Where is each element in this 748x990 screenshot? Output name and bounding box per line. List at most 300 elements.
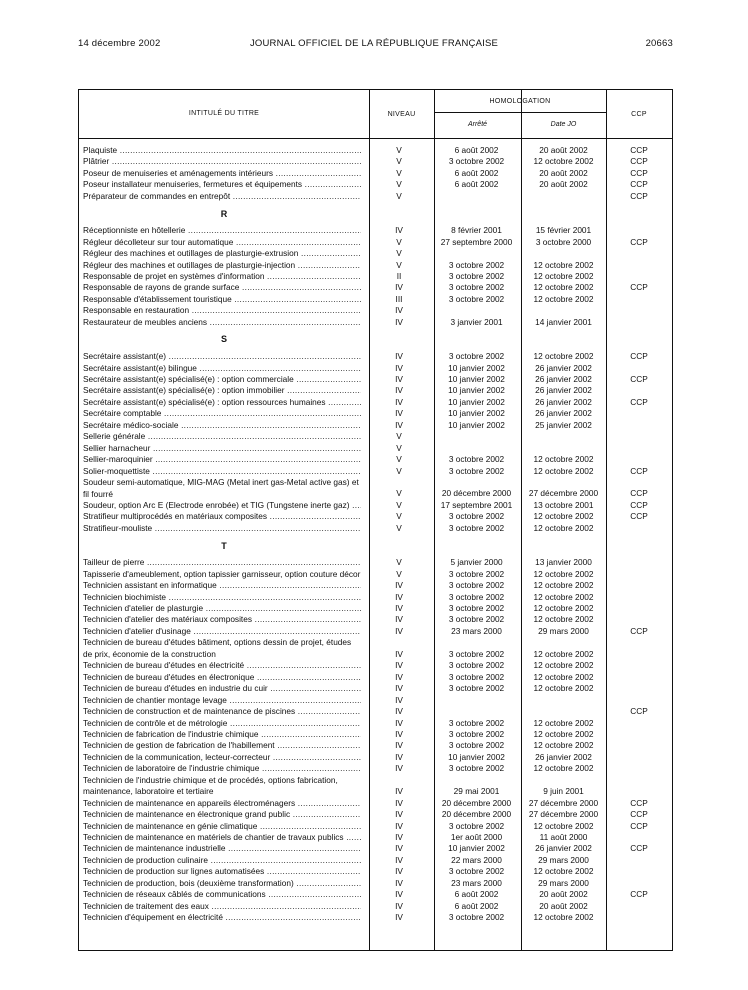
row-date-jo: 12 octobre 2002 xyxy=(533,568,594,579)
row-ccp: CCP xyxy=(630,179,648,190)
row-ccp: CCP xyxy=(630,156,648,167)
row-date-jo: 20 août 2002 xyxy=(539,145,588,155)
col-header-intitule: INTITULÉ DU TITRE xyxy=(188,110,260,117)
table-row xyxy=(79,385,672,396)
row-arrete: 10 janvier 2002 xyxy=(448,374,505,384)
row-niveau: V xyxy=(396,190,402,201)
table-row xyxy=(79,397,672,408)
table-row xyxy=(79,305,672,316)
row-arrete: 3 octobre 2002 xyxy=(448,740,505,751)
row-ccp: CCP xyxy=(630,396,648,407)
row-date-jo: 12 octobre 2002 xyxy=(533,866,594,877)
row-niveau: V xyxy=(396,522,402,533)
row-niveau: IV xyxy=(395,671,403,682)
row-ccp: CCP xyxy=(630,190,648,201)
row-niveau: IV xyxy=(395,809,403,820)
row-title: Technicien de maintenance en appareils électroménagers ..... xyxy=(83,798,361,809)
row-date-jo: 26 janvier 2002 xyxy=(535,385,592,396)
row-niveau: V xyxy=(396,499,402,510)
col-header-homologation: HOMOLOGATION xyxy=(489,98,551,105)
row-title: Sellier-maroquinier ..... xyxy=(83,454,361,465)
row-date-jo: 12 octobre 2002 xyxy=(533,912,594,923)
row-title: Secrétaire assistant(e) ..... xyxy=(83,351,361,362)
row-niveau: IV xyxy=(395,854,403,865)
header-title: JOURNAL OFFICIEL DE LA RÉPUBLIQUE FRANÇAISE xyxy=(249,38,499,49)
row-niveau: IV xyxy=(395,351,403,362)
row-arrete: 3 octobre 2002 xyxy=(448,580,505,591)
row-title: Soudeur, option Arc E (Electrode enrobée) et TIG (Tungstene inerte gaz) ..... xyxy=(83,500,361,511)
row-title: Soudeur semi-automatique, MIG-MAG (Metal inert gas-Metal active gas) et fil fourré xyxy=(83,477,359,499)
header-rule-bottom xyxy=(79,138,672,139)
table-row xyxy=(79,237,672,248)
row-date-jo: 13 janvier 2000 xyxy=(535,557,592,568)
row-date-jo: 12 octobre 2002 xyxy=(533,820,594,831)
row-title: Secrétaire assistant(e) bilingue ..... xyxy=(83,363,361,374)
row-title: Technicien de bureau d'études en industrie du cuir ..... xyxy=(83,683,361,694)
row-niveau: V xyxy=(396,167,402,178)
row-title: Technicien de production culinaire ..... xyxy=(83,855,361,866)
row-arrete: 3 octobre 2002 xyxy=(448,591,505,602)
row-niveau: IV xyxy=(395,580,403,591)
row-arrete: 3 octobre 2002 xyxy=(448,912,505,923)
table-row xyxy=(79,843,672,854)
row-arrete: 10 janvier 2002 xyxy=(448,396,505,407)
row-title: Solier-moquettiste ..... xyxy=(83,466,361,477)
row-arrete: 6 août 2002 xyxy=(454,889,499,900)
row-arrete: 3 octobre 2002 xyxy=(448,717,505,728)
homologation-table xyxy=(78,89,673,951)
row-title: Poseur installateur menuiseries, fermetures et équipements ..... xyxy=(83,179,361,190)
row-date-jo: 12 octobre 2002 xyxy=(533,293,594,304)
row-arrete: 3 octobre 2002 xyxy=(448,603,505,613)
row-niveau: IV xyxy=(395,820,403,831)
row-title: Technicien de maintenance en matériels de chantier de travaux publics ..... xyxy=(83,832,361,843)
table-row xyxy=(79,637,672,660)
row-title: Régleur décolleteur sur tour automatique ..... xyxy=(83,237,361,248)
row-arrete: 3 octobre 2002 xyxy=(448,648,505,659)
section-letter: S xyxy=(220,334,227,345)
row-arrete: 3 octobre 2002 xyxy=(448,660,505,671)
row-arrete: 3 octobre 2002 xyxy=(448,820,505,831)
row-title: Technicien de gestion de fabrication de l'habillement ..... xyxy=(83,740,361,751)
row-niveau: IV xyxy=(395,843,403,854)
page-number: 20663 xyxy=(645,38,673,49)
row-date-jo: 3 octobre 2000 xyxy=(535,236,592,247)
table-row xyxy=(79,294,672,305)
row-date-jo: 12 octobre 2002 xyxy=(533,522,594,533)
row-niveau: IV xyxy=(395,305,403,316)
row-date-jo: 12 octobre 2002 xyxy=(533,717,594,728)
row-arrete: 3 octobre 2002 xyxy=(448,671,505,682)
header-rule-homologation xyxy=(434,112,606,113)
row-title: Technicien biochimiste ..... xyxy=(83,592,361,603)
table-row xyxy=(79,821,672,832)
row-title: Technicien d'équipement en électricité ..... xyxy=(83,912,361,923)
row-date-jo: 12 octobre 2002 xyxy=(533,580,594,591)
row-date-jo: 29 mars 2000 xyxy=(538,854,589,865)
row-niveau: V xyxy=(396,557,402,568)
row-arrete: 3 octobre 2002 xyxy=(448,293,505,304)
row-arrete: 3 octobre 2002 xyxy=(448,728,505,739)
row-date-jo: 12 octobre 2002 xyxy=(533,683,594,694)
row-niveau: V xyxy=(396,156,402,167)
row-niveau: IV xyxy=(395,866,403,877)
row-title: Stratifieur-mouliste ..... xyxy=(83,523,361,534)
row-niveau: IV xyxy=(395,832,403,842)
row-title: Technicien de maintenance en électronique grand public ..... xyxy=(83,809,361,820)
row-arrete: 10 janvier 2002 xyxy=(448,385,505,396)
col-header-arrete: Arrêté xyxy=(467,121,488,128)
row-title: Technicien de traitement des eaux ..... xyxy=(83,901,361,912)
row-arrete: 3 octobre 2002 xyxy=(448,282,505,293)
row-title: Technicien d'atelier des matériaux composites ..... xyxy=(83,614,361,625)
row-ccp: CCP xyxy=(630,809,648,820)
row-arrete: 3 octobre 2002 xyxy=(448,522,505,533)
row-niveau: IV xyxy=(395,614,403,625)
row-title: Responsable de rayons de grande surface ..... xyxy=(83,282,361,293)
table-row xyxy=(79,248,672,259)
header-date: 14 décembre 2002 xyxy=(78,38,161,49)
row-title: Responsable en restauration ..... xyxy=(83,305,361,316)
row-ccp: CCP xyxy=(630,625,648,636)
row-arrete: 10 janvier 2002 xyxy=(448,362,505,373)
table-row xyxy=(79,672,672,683)
table-row xyxy=(79,179,672,190)
row-niveau: V xyxy=(396,145,402,155)
table-row xyxy=(79,363,672,374)
row-arrete: 3 octobre 2002 xyxy=(448,614,505,625)
row-date-jo: 13 octobre 2001 xyxy=(533,499,594,510)
table-row xyxy=(79,557,672,568)
table-row xyxy=(79,695,672,706)
table-row xyxy=(79,763,672,774)
table-row xyxy=(79,523,672,534)
row-niveau: IV xyxy=(395,603,403,613)
table-row xyxy=(79,706,672,717)
row-niveau: IV xyxy=(395,763,403,774)
table-row xyxy=(79,454,672,465)
row-title: Responsable de projet en systèmes d'information ..... xyxy=(83,271,361,282)
row-arrete: 1er août 2000 xyxy=(450,832,503,842)
row-niveau: IV xyxy=(395,877,403,888)
row-niveau: V xyxy=(396,465,402,476)
row-arrete: 6 août 2002 xyxy=(454,145,499,155)
row-title: Responsable d'établissement touristique ..... xyxy=(83,294,361,305)
row-date-jo: 12 octobre 2002 xyxy=(533,728,594,739)
row-niveau: IV xyxy=(395,374,403,384)
row-title: Restaurateur de meubles anciens ..... xyxy=(83,317,361,328)
row-niveau: IV xyxy=(395,648,403,659)
table-row xyxy=(79,351,672,362)
row-title: Plaquiste ..... xyxy=(83,145,361,156)
row-arrete: 10 janvier 2002 xyxy=(448,408,505,419)
row-date-jo: 27 décembre 2000 xyxy=(528,488,599,499)
row-title: Technicien assistant en informatique ..... xyxy=(83,580,361,591)
row-date-jo: 20 août 2002 xyxy=(539,889,588,900)
row-niveau: IV xyxy=(395,694,403,705)
row-niveau: IV xyxy=(395,419,403,430)
table-row xyxy=(79,878,672,889)
row-ccp: CCP xyxy=(630,351,648,362)
row-arrete: 3 octobre 2002 xyxy=(448,270,505,281)
row-date-jo: 20 août 2002 xyxy=(539,167,588,178)
row-date-jo: 27 décembre 2000 xyxy=(528,797,599,808)
row-niveau: IV xyxy=(395,717,403,728)
row-niveau: IV xyxy=(395,385,403,396)
row-date-jo: 14 janvier 2001 xyxy=(535,316,592,327)
row-arrete: 10 janvier 2002 xyxy=(448,843,505,854)
table-row xyxy=(79,809,672,820)
row-title: Préparateur de commandes en entrepôt ..... xyxy=(83,191,361,202)
row-title: Plâtrier ..... xyxy=(83,156,361,167)
row-date-jo: 9 juin 2001 xyxy=(543,786,584,797)
row-title: Secrétaire assistant(e) spécialisé(e) : option ressources humaines ..... xyxy=(83,397,361,408)
row-date-jo: 11 août 2000 xyxy=(539,832,588,842)
row-niveau: IV xyxy=(395,751,403,762)
row-ccp: CCP xyxy=(630,488,648,499)
table-row xyxy=(79,374,672,385)
table-row xyxy=(79,683,672,694)
row-date-jo: 26 janvier 2002 xyxy=(535,374,592,384)
row-niveau: II xyxy=(396,270,402,281)
row-arrete: 3 octobre 2002 xyxy=(448,156,505,167)
row-date-jo: 26 janvier 2002 xyxy=(535,362,592,373)
row-niveau: IV xyxy=(395,625,403,636)
row-arrete: 3 octobre 2002 xyxy=(448,259,505,270)
table-row xyxy=(79,260,672,271)
table-row xyxy=(79,729,672,740)
row-date-jo: 26 janvier 2002 xyxy=(535,408,592,419)
table-row xyxy=(79,866,672,877)
row-date-jo: 12 octobre 2002 xyxy=(533,156,594,167)
row-niveau: IV xyxy=(395,316,403,327)
row-title: Sellier harnacheur ..... xyxy=(83,443,361,454)
row-arrete: 20 décembre 2000 xyxy=(441,797,512,808)
table-row xyxy=(79,408,672,419)
table-row xyxy=(79,477,672,500)
row-date-jo: 12 octobre 2002 xyxy=(533,270,594,281)
row-niveau: V xyxy=(396,454,402,465)
row-date-jo: 29 mars 2000 xyxy=(538,625,589,636)
row-ccp: CCP xyxy=(630,797,648,808)
row-title: Technicien de bureau d'études bâtiment, options dessin de projet, études de prix, économie de la construction xyxy=(83,637,352,659)
row-niveau: IV xyxy=(395,889,403,900)
row-niveau: V xyxy=(396,488,402,499)
row-niveau: IV xyxy=(395,786,403,797)
row-arrete: 6 août 2002 xyxy=(454,167,499,178)
row-niveau: V xyxy=(396,259,402,270)
row-date-jo: 12 octobre 2002 xyxy=(533,259,594,270)
row-arrete: 3 octobre 2002 xyxy=(448,866,505,877)
row-date-jo: 12 octobre 2002 xyxy=(533,511,594,522)
row-ccp: CCP xyxy=(630,820,648,831)
row-title: Technicien de bureau d'études en électricité ..... xyxy=(83,660,361,671)
table-row xyxy=(79,156,672,167)
row-ccp: CCP xyxy=(630,167,648,178)
row-title: Réceptionniste en hôtellerie ..... xyxy=(83,225,361,236)
row-arrete: 20 décembre 2000 xyxy=(441,809,512,820)
row-date-jo: 12 octobre 2002 xyxy=(533,648,594,659)
table-row xyxy=(79,191,672,202)
row-title: Technicien de maintenance en génie climatique ..... xyxy=(83,821,361,832)
row-niveau: V xyxy=(396,511,402,522)
row-ccp: CCP xyxy=(630,706,648,717)
row-arrete: 3 octobre 2002 xyxy=(448,454,505,465)
row-title: Secrétaire assistant(e) spécialisé(e) : option immobilier ..... xyxy=(83,385,361,396)
row-title: Tailleur de pierre ..... xyxy=(83,557,361,568)
row-niveau: V xyxy=(396,236,402,247)
table-row xyxy=(79,443,672,454)
row-niveau: IV xyxy=(395,740,403,751)
row-title: Technicien de maintenance industrielle ..... xyxy=(83,843,361,854)
row-niveau: IV xyxy=(395,683,403,694)
table-row xyxy=(79,660,672,671)
row-title: Technicien de bureau d'études en électronique ..... xyxy=(83,672,361,683)
row-date-jo: 12 octobre 2002 xyxy=(533,660,594,671)
row-arrete: 3 octobre 2002 xyxy=(448,763,505,774)
row-ccp: CCP xyxy=(630,465,648,476)
col-header-niveau: NIVEAU xyxy=(387,111,416,118)
row-arrete: 27 septembre 2000 xyxy=(440,236,513,247)
row-title: Technicien de construction et de maintenance de piscines ..... xyxy=(83,706,361,717)
table-row xyxy=(79,511,672,522)
row-arrete: 10 janvier 2002 xyxy=(448,751,505,762)
table-row xyxy=(79,580,672,591)
row-arrete: 20 décembre 2000 xyxy=(441,488,512,499)
row-title: Technicien d'atelier d'usinage ..... xyxy=(83,626,361,637)
section-letter: R xyxy=(220,208,228,219)
row-arrete: 3 janvier 2001 xyxy=(450,316,503,327)
table-row xyxy=(79,912,672,923)
row-title: Technicien de la communication, lecteur-correcteur ..... xyxy=(83,752,361,763)
row-niveau: IV xyxy=(395,706,403,717)
row-title: Poseur de menuiseries et aménagements intérieurs ..... xyxy=(83,168,361,179)
row-date-jo: 25 janvier 2002 xyxy=(535,419,592,430)
table-row xyxy=(79,271,672,282)
row-date-jo: 20 août 2002 xyxy=(539,900,588,911)
row-date-jo: 29 mars 2000 xyxy=(538,877,589,888)
row-ccp: CCP xyxy=(630,374,648,384)
row-niveau: IV xyxy=(395,900,403,911)
row-title: Secrétaire assistant(e) spécialisé(e) : option commerciale ..... xyxy=(83,374,361,385)
row-ccp: CCP xyxy=(630,282,648,293)
row-niveau: IV xyxy=(395,408,403,419)
row-niveau: IV xyxy=(395,362,403,373)
table-row xyxy=(79,718,672,729)
table-row xyxy=(79,225,672,236)
row-arrete: 23 mars 2000 xyxy=(451,625,502,636)
row-niveau: V xyxy=(396,179,402,190)
row-title: Régleur des machines et outillages de plasturgie-injection ..... xyxy=(83,260,361,271)
table-row xyxy=(79,889,672,900)
row-title: Technicien de laboratoire de l'industrie chimique ..... xyxy=(83,763,361,774)
row-title: Technicien de fabrication de l'industrie chimique ..... xyxy=(83,729,361,740)
row-date-jo: 12 octobre 2002 xyxy=(533,454,594,465)
row-date-jo: 12 octobre 2002 xyxy=(533,351,594,362)
row-title: Technicien de production, bois (deuxième transformation) ..... xyxy=(83,878,361,889)
row-date-jo: 26 janvier 2002 xyxy=(535,396,592,407)
table-row xyxy=(79,466,672,477)
table-row xyxy=(79,569,672,580)
table-row xyxy=(79,752,672,763)
row-date-jo: 12 octobre 2002 xyxy=(533,603,594,613)
table-row xyxy=(79,168,672,179)
row-arrete: 3 octobre 2002 xyxy=(448,465,505,476)
row-date-jo: 20 août 2002 xyxy=(539,179,588,190)
table-row xyxy=(79,626,672,637)
row-ccp: CCP xyxy=(630,499,648,510)
row-niveau: V xyxy=(396,442,402,453)
row-arrete: 3 octobre 2002 xyxy=(448,351,505,362)
row-arrete: 10 janvier 2002 xyxy=(448,419,505,430)
table-row xyxy=(79,901,672,912)
row-niveau: IV xyxy=(395,728,403,739)
row-title: Secrétaire comptable ..... xyxy=(83,408,361,419)
row-title: Technicien de production sur lignes automatisées ..... xyxy=(83,866,361,877)
row-arrete: 6 août 2002 xyxy=(454,179,499,190)
row-ccp: CCP xyxy=(630,843,648,854)
row-date-jo: 26 janvier 2002 xyxy=(535,751,592,762)
table-row xyxy=(79,500,672,511)
row-title: Tapisserie d'ameublement, option tapissier garnisseur, option couture décor ..... xyxy=(83,569,361,580)
row-date-jo: 27 décembre 2000 xyxy=(528,809,599,820)
row-date-jo: 15 février 2001 xyxy=(535,225,592,236)
col-header-date-jo: Date JO xyxy=(550,121,577,128)
row-niveau: V xyxy=(396,248,402,259)
row-title: Stratifieur multiprocédés en matériaux composites ..... xyxy=(83,511,361,522)
table-row xyxy=(79,603,672,614)
row-date-jo: 26 janvier 2002 xyxy=(535,843,592,854)
row-title: Technicien de chantier montage levage ..... xyxy=(83,695,361,706)
row-date-jo: 12 octobre 2002 xyxy=(533,614,594,625)
row-date-jo: 12 octobre 2002 xyxy=(533,763,594,774)
table-row xyxy=(79,855,672,866)
row-ccp: CCP xyxy=(630,236,648,247)
row-niveau: IV xyxy=(395,282,403,293)
row-date-jo: 12 octobre 2002 xyxy=(533,591,594,602)
row-arrete: 29 mai 2001 xyxy=(453,786,500,797)
table-row xyxy=(79,145,672,156)
row-arrete: 3 octobre 2002 xyxy=(448,683,505,694)
row-niveau: V xyxy=(396,431,402,442)
table-row xyxy=(79,592,672,603)
table-row xyxy=(79,282,672,293)
row-niveau: IV xyxy=(395,591,403,602)
row-arrete: 3 octobre 2002 xyxy=(448,511,505,522)
row-arrete: 3 octobre 2002 xyxy=(448,568,505,579)
row-ccp: CCP xyxy=(630,889,648,900)
row-ccp: CCP xyxy=(630,511,648,522)
table-row xyxy=(79,740,672,751)
table-row xyxy=(79,431,672,442)
row-arrete: 17 septembre 2001 xyxy=(440,499,513,510)
row-date-jo: 12 octobre 2002 xyxy=(533,282,594,293)
row-ccp: CCP xyxy=(630,145,648,155)
table-row xyxy=(79,614,672,625)
section-letter: T xyxy=(221,540,227,551)
table-row xyxy=(79,798,672,809)
row-title: Technicien de contrôle et de métrologie ..... xyxy=(83,718,361,729)
row-title: Sellerie générale ..... xyxy=(83,431,361,442)
row-niveau: III xyxy=(395,293,403,304)
row-date-jo: 12 octobre 2002 xyxy=(533,740,594,751)
row-title: Régleur des machines et outillages de plasturgie-extrusion ..... xyxy=(83,248,361,259)
row-niveau: V xyxy=(396,568,402,579)
row-arrete: 6 août 2002 xyxy=(454,900,499,911)
row-date-jo: 12 octobre 2002 xyxy=(533,465,594,476)
row-niveau: IV xyxy=(395,660,403,671)
row-date-jo: 12 octobre 2002 xyxy=(533,671,594,682)
